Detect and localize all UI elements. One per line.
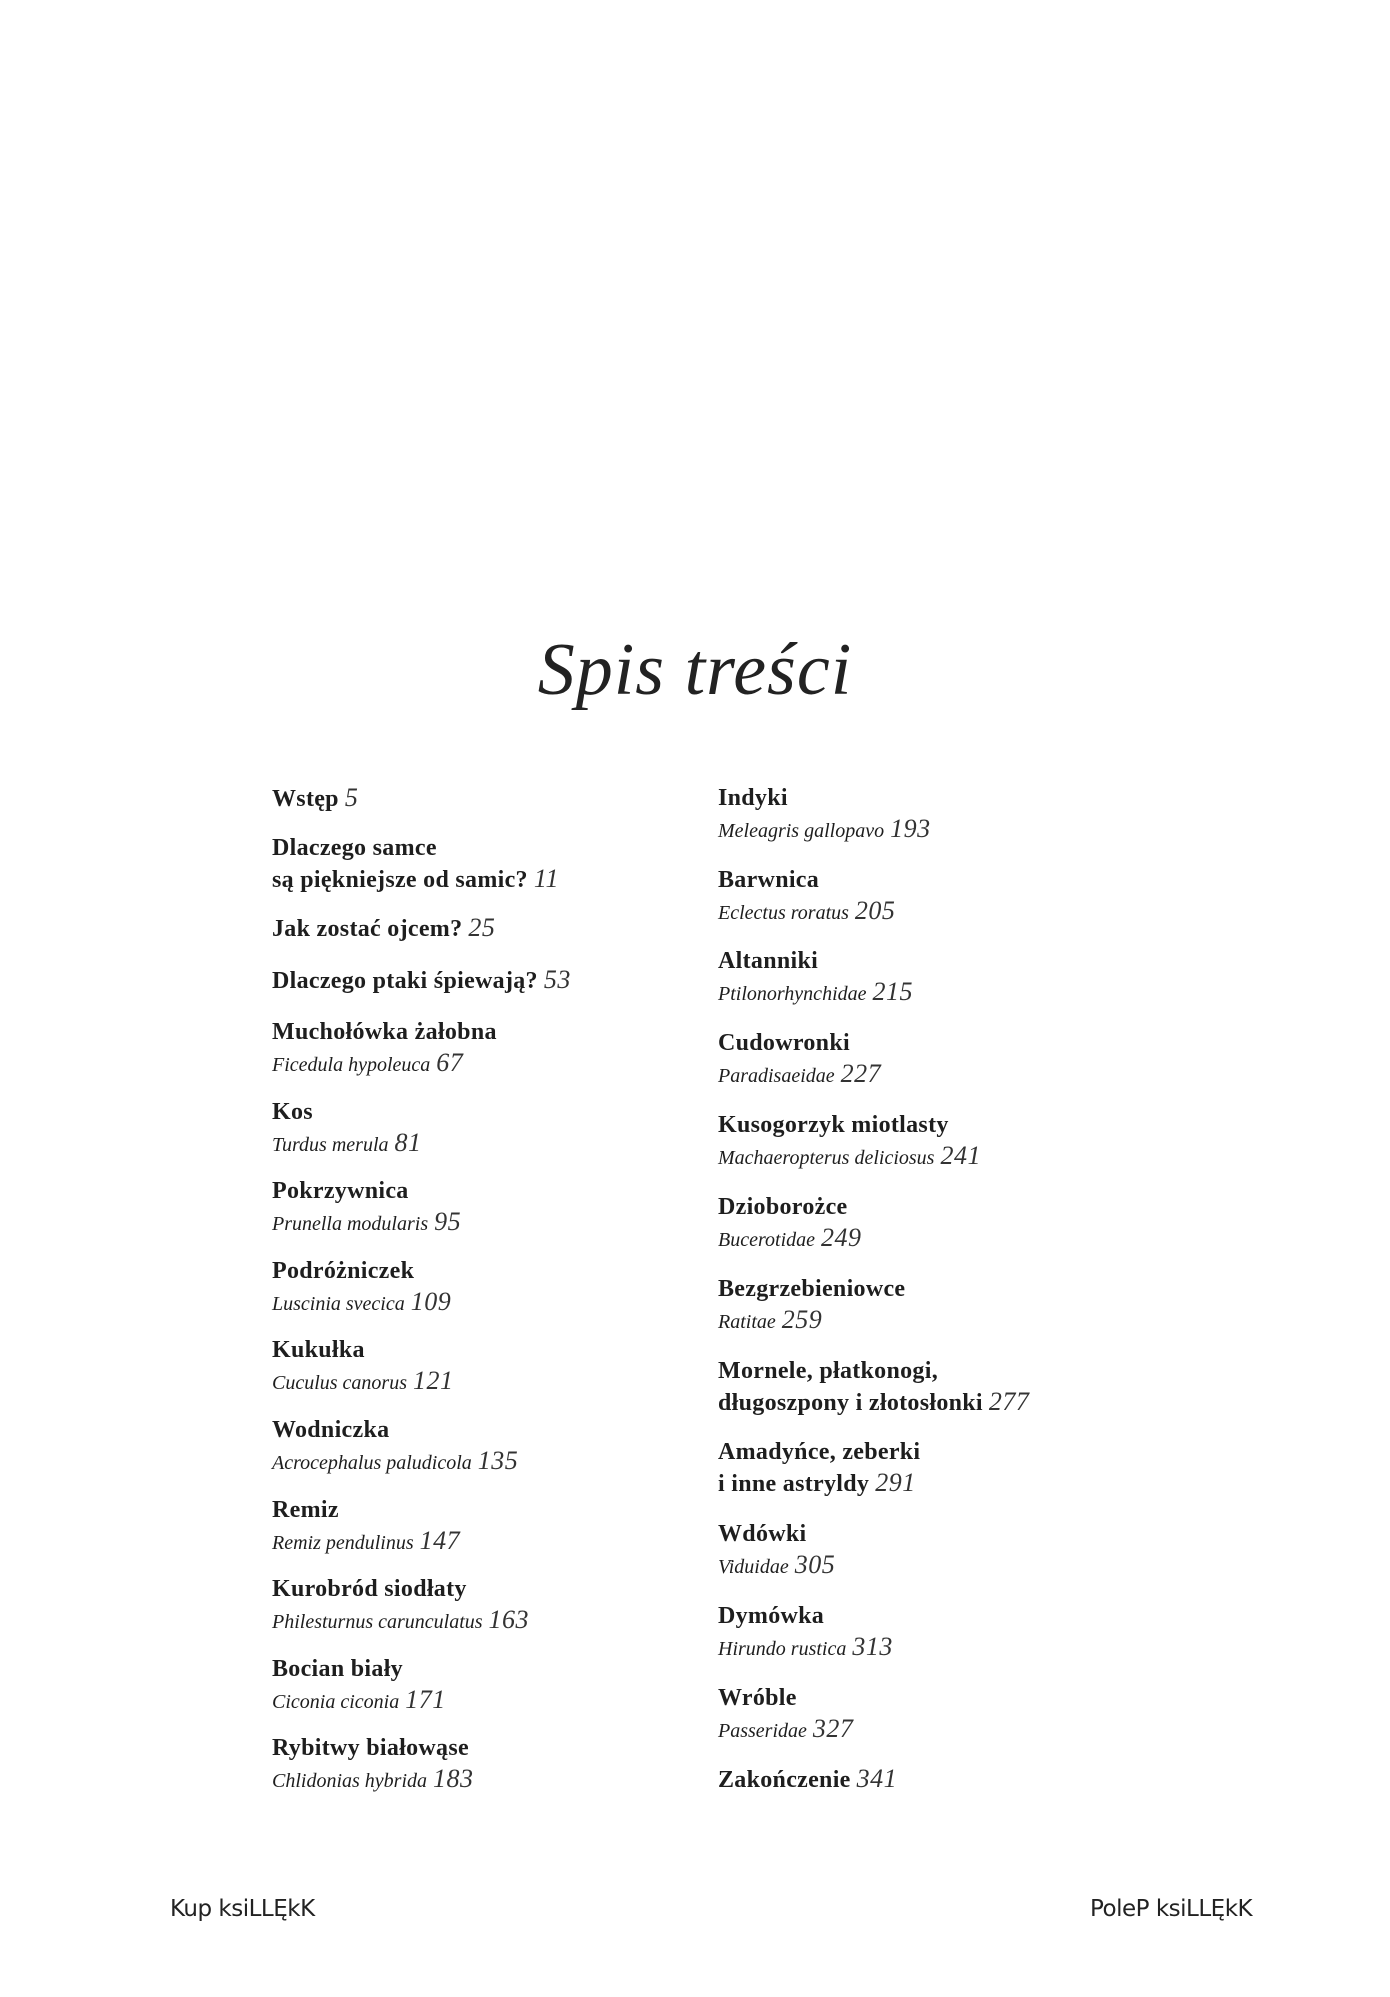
toc-entry-title: są piękniejsze od samic? [272,867,528,893]
toc-page-number: 305 [794,1550,836,1579]
toc-entry-title: Bocian biały [272,1656,403,1682]
toc-latin-name: Ficedula hypoleuca [272,1054,431,1076]
toc-entry-title: Dymówka [718,1603,825,1629]
toc-page-number: 163 [488,1605,530,1634]
toc-page-number: 25 [468,913,496,942]
toc-entry-title: Mornele, płatkonogi, [718,1358,938,1384]
toc-page-number: 205 [854,896,896,925]
toc-page-number: 5 [344,783,359,812]
toc-page-number: 95 [434,1207,462,1236]
toc-latin-name: Ptilonorhynchidae [718,983,867,1005]
toc-page-number: 193 [890,814,931,843]
toc-page-number: 109 [410,1287,452,1316]
toc-latin-name: Prunella modularis [272,1213,429,1235]
toc-entry[interactable] [272,833,559,896]
toc-page-number: 121 [413,1366,454,1395]
toc-page-number: 259 [781,1305,823,1334]
toc-entry-title: długoszpony i złotosłonki [718,1390,983,1416]
footer-recommend-link[interactable]: PoleP ksiLLĘkK [1090,1896,1253,1922]
toc-entry-title: Kusogorzyk miotlasty [718,1112,949,1138]
toc-entry[interactable] [718,1192,862,1255]
toc-entry[interactable] [718,1274,905,1337]
toc-page-number: 313 [852,1632,893,1661]
toc-page-number: 11 [533,864,559,893]
toc-entry-title: Dzioborożce [718,1194,848,1220]
toc-entry-title: Indyki [718,785,788,811]
toc-entry[interactable] [272,965,571,997]
toc-entry-title: Kos [272,1099,313,1125]
toc-entry-title: Altanniki [718,948,819,974]
toc-latin-name: Bucerotidae [718,1229,816,1251]
toc-latin-name: Meleagris gallopavo [718,820,885,842]
toc-entry[interactable] [718,1110,981,1173]
toc-entry-title: Barwnica [718,867,820,893]
page-title: Spis treści [537,629,853,711]
toc-page-number: 327 [812,1714,854,1743]
toc-latin-name: Philesturnus carunculatus [272,1611,483,1633]
toc-entry[interactable] [272,1495,460,1558]
toc-page-number: 183 [433,1764,474,1793]
toc-page-number: 53 [543,965,571,994]
toc-latin-name: Machaeropterus deliciosus [718,1147,935,1169]
toc-latin-name: Paradisaeidae [718,1065,835,1087]
toc-entry[interactable] [272,1335,454,1398]
toc-entry[interactable] [718,1764,897,1796]
toc-page-number: 241 [940,1141,981,1170]
toc-entry[interactable] [272,913,495,945]
toc-page-number: 215 [872,977,913,1006]
toc-latin-name: Turdus merula [272,1134,389,1156]
toc-entry[interactable] [718,1683,853,1746]
toc-entry[interactable] [718,1437,920,1500]
toc-entry[interactable] [718,946,913,1009]
toc-page-number: 291 [875,1468,916,1497]
toc-entry-title: Muchołówka żałobna [272,1019,497,1045]
toc-entry-title: Zakończenie [718,1767,851,1793]
toc-page-number: 341 [856,1764,898,1793]
toc-latin-name: Acrocephalus paludicola [272,1452,472,1474]
toc-latin-name: Cuculus canorus [272,1372,407,1394]
toc-entry-title: Podróżniczek [272,1258,415,1284]
toc-latin-name: Ratitae [718,1311,776,1333]
toc-page-number: 249 [821,1223,862,1252]
toc-entry[interactable] [272,1097,422,1160]
toc-entry[interactable] [718,1028,881,1091]
toc-latin-name: Hirundo rustica [718,1638,847,1660]
toc-latin-name: Eclectus roratus [718,902,849,924]
toc-entry-title: i inne astryldy [718,1471,870,1497]
toc-entry[interactable] [272,1574,529,1637]
toc-entry-title: Pokrzywnica [272,1178,409,1204]
toc-entry[interactable] [718,865,895,928]
toc-entry[interactable] [272,783,358,815]
toc-entry[interactable] [718,783,931,846]
toc-page-number: 277 [988,1387,1030,1416]
toc-entry-title: Jak zostać ojcem? [272,916,463,942]
toc-entry[interactable] [718,1356,1029,1419]
toc-entry[interactable] [272,1256,451,1319]
toc-page-number: 147 [419,1526,461,1555]
toc-latin-name: Viduidae [718,1556,789,1578]
toc-latin-name: Ciconia ciconia [272,1691,400,1713]
toc-entry-title: Dlaczego samce [272,835,437,861]
toc-latin-name: Remiz pendulinus [272,1532,414,1554]
toc-page-number: 171 [405,1685,446,1714]
toc-entry-title: Cudowronki [718,1030,850,1056]
toc-page-number: 67 [436,1048,464,1077]
toc-entry[interactable] [272,1654,446,1717]
toc-entry-title: Dlaczego ptaki śpiewają? [272,968,538,994]
toc-entry-title: Wodniczka [272,1417,390,1443]
toc-entry[interactable] [718,1601,893,1664]
toc-entry-title: Wdówki [718,1521,807,1547]
toc-entry[interactable] [272,1017,497,1080]
toc-entry-title: Rybitwy białowąse [272,1735,469,1761]
toc-entry-title: Wróble [718,1685,797,1711]
toc-entry-title: Bezgrzebieniowce [718,1276,906,1302]
toc-entry-title: Wstęp [272,786,339,812]
toc-latin-name: Luscinia svecica [272,1293,405,1315]
toc-entry[interactable] [272,1415,518,1478]
toc-entry-title: Kurobród siodłaty [272,1576,467,1602]
toc-page-number: 81 [394,1128,422,1157]
toc-entry-title: Amadyńce, zeberki [718,1439,921,1465]
toc-entry[interactable] [272,1176,461,1239]
footer-buy-link[interactable]: Kup ksiLLĘkK [170,1896,315,1922]
toc-entry-title: Kukułka [272,1337,365,1363]
toc-latin-name: Passeridae [718,1720,807,1742]
toc-page-number: 135 [477,1446,519,1475]
toc-entry[interactable] [272,1733,474,1796]
toc-latin-name: Chlidonias hybrida [272,1770,428,1792]
toc-entry[interactable] [718,1519,835,1582]
toc-entry-title: Remiz [272,1497,339,1523]
toc-page-number: 227 [840,1059,882,1088]
